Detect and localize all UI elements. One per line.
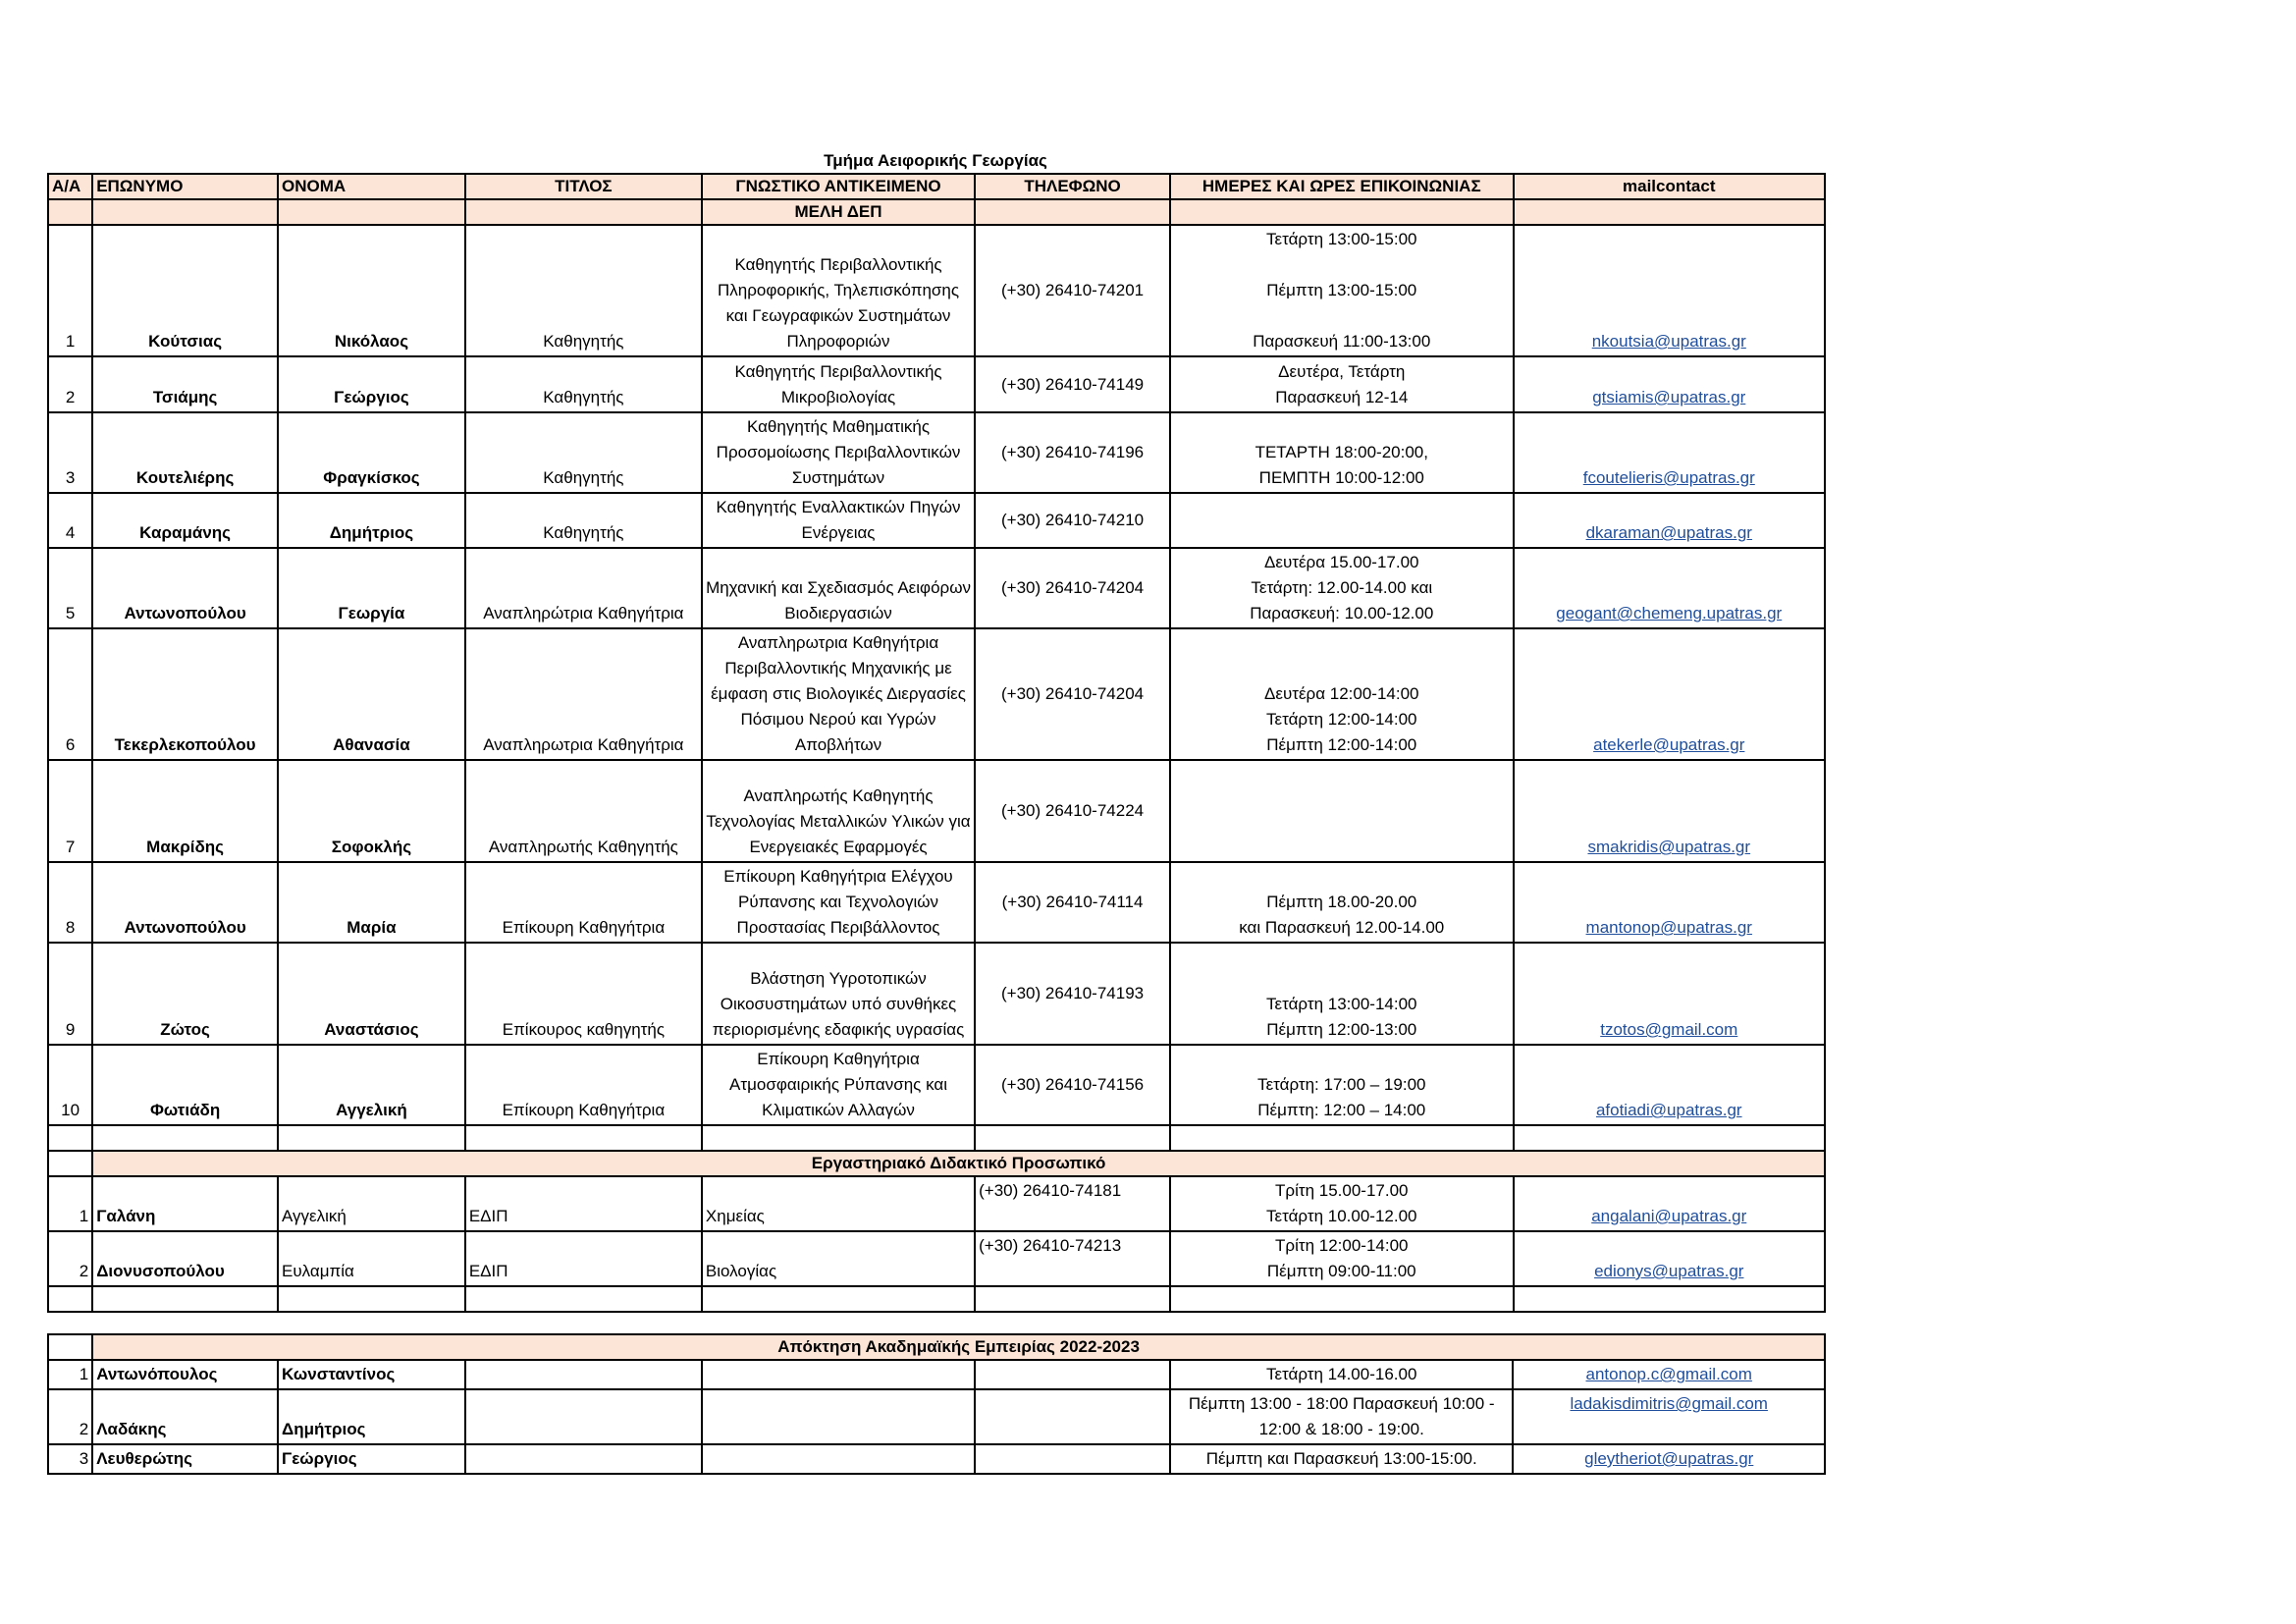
title-cell: ΕΔΙΠ (465, 1231, 702, 1286)
hours-cell (1170, 493, 1514, 548)
subject-cell: Καθηγητής Περιβαλλοντικής Μικροβιολογίας (702, 356, 975, 412)
table-row (48, 628, 1825, 760)
phone-cell: (+30) 26410-74149 (975, 356, 1170, 412)
col-header-title: ΤΙΤΛΟΣ (465, 174, 702, 199)
mail-cell (1514, 628, 1825, 760)
mail-cell (1514, 1231, 1825, 1286)
name-cell: Σοφοκλής (278, 760, 465, 862)
name-cell: Ευλαμπία (278, 1231, 465, 1286)
col-header-name: ΟΝΟΜΑ (278, 174, 465, 199)
phone-cell: (+30) 26410-74114 (975, 862, 1170, 943)
mail-cell (1513, 1444, 1825, 1474)
title-cell: Επίκουρος καθηγητής (465, 943, 702, 1045)
phone-cell: (+30) 26410-74201 (975, 225, 1170, 356)
mail-cell (1514, 412, 1825, 493)
subject-cell: Καθηγητής Μαθηματικής Προσομοίωσης Περιβαλλοντικών Συστημάτων (702, 412, 975, 493)
title-cell: Αναπληρώτρια Καθηγήτρια (465, 548, 702, 628)
hours-cell: Τρίτη 12:00-14:00 Πέμπτη 09:00-11:00 (1170, 1231, 1514, 1286)
table-row (48, 943, 1825, 1045)
name-cell: Αθανασία (278, 628, 465, 760)
hours-cell: Τρίτη 15.00-17.00 Τετάρτη 10.00-12.00 (1170, 1176, 1514, 1231)
hours-cell: Δευτέρα, Τετάρτη Παρασκευή 12-14 (1170, 356, 1514, 412)
row-number: 3 (48, 412, 92, 493)
section-row-edip (48, 1151, 1825, 1176)
col-header-aa: Α/Α (48, 174, 92, 199)
name-cell: Κωνσταντίνος (278, 1360, 465, 1389)
email-link[interactable]: angalani@upatras.gr (1591, 1207, 1747, 1225)
table-row (48, 1045, 1825, 1125)
row-number: 1 (48, 1176, 92, 1231)
phone-cell: (+30) 26410-74181 (975, 1176, 1170, 1231)
phone-cell: (+30) 26410-74224 (975, 760, 1170, 862)
document-title: Τμήμα Αειφορικής Γεωργίας (824, 151, 1047, 170)
row-number: 3 (48, 1444, 92, 1474)
email-link[interactable]: afotiadi@upatras.gr (1595, 1101, 1742, 1119)
surname-cell: Τεκερλεκοπούλου (92, 628, 278, 760)
email-link[interactable]: gleytheriot@upatras.gr (1584, 1449, 1754, 1468)
surname-cell: Μακρίδης (92, 760, 278, 862)
surname-cell: Λαδάκης (92, 1389, 278, 1444)
subject-cell: Βλάστηση Υγροτοπικών Οικοσυστημάτων υπό συνθήκες περιορισμένης εδαφικής υγρασίας (702, 943, 975, 1045)
email-link[interactable]: nkoutsia@upatras.gr (1591, 332, 1746, 351)
hours-cell: Πέμπτη και Παρασκευή 13:00-15:00. (1170, 1444, 1514, 1474)
email-link[interactable]: antonop.c@gmail.com (1585, 1365, 1752, 1383)
surname-cell: Αντωνόπουλος (92, 1360, 278, 1389)
name-cell: Αγγελική (278, 1176, 465, 1231)
hours-cell: ΤΕΤΑΡΤΗ 18:00-20:00, ΠΕΜΠΤΗ 10:00-12:00 (1170, 412, 1514, 493)
mail-cell (1514, 862, 1825, 943)
mail-cell (1514, 356, 1825, 412)
col-header-subject: ΓΝΩΣΤΙΚΟ ΑΝΤΙΚΕΙΜΕΝΟ (702, 174, 975, 199)
staff-table (47, 173, 1826, 1313)
name-cell: Μαρία (278, 862, 465, 943)
title-cell: Επίκουρη Καθηγήτρια (465, 1045, 702, 1125)
table-row (48, 760, 1825, 862)
header-row (48, 174, 1825, 199)
empty-row (48, 1125, 1825, 1151)
hours-cell: Τετάρτη 13:00-15:00 Πέμπτη 13:00-15:00 Παρασκευή 11:00-13:00 (1170, 225, 1514, 356)
name-cell: Δημήτριος (278, 1389, 465, 1444)
name-cell: Φραγκίσκος (278, 412, 465, 493)
col-header-phone: ΤΗΛΕΦΩΝΟ (975, 174, 1170, 199)
name-cell: Δημήτριος (278, 493, 465, 548)
title-cell: Καθηγητής (465, 225, 702, 356)
title-cell: Καθηγητής (465, 493, 702, 548)
mail-cell (1514, 943, 1825, 1045)
mail-cell (1514, 493, 1825, 548)
section-title-dep: ΜΕΛΗ ΔΕΠ (702, 199, 975, 225)
section-row-aae (48, 1334, 1825, 1360)
table-row (48, 1389, 1825, 1444)
section-title-edip: Εργαστηριακό Διδακτικό Προσωπικό (92, 1151, 1825, 1176)
email-link[interactable]: geogant@chemeng.upatras.gr (1556, 604, 1783, 623)
surname-cell: Τσιάμης (92, 356, 278, 412)
row-number: 9 (48, 943, 92, 1045)
col-header-hours: ΗΜΕΡΕΣ ΚΑΙ ΩΡΕΣ ΕΠΙΚΟΙΝΩΝΙΑΣ (1170, 174, 1514, 199)
email-link[interactable]: edionys@upatras.gr (1594, 1262, 1744, 1280)
hours-cell: Τετάρτη 14.00-16.00 (1170, 1360, 1514, 1389)
row-number: 6 (48, 628, 92, 760)
subject-cell: Επίκουρη Καθηγήτρια Ατμοσφαιρικής Ρύπανσης και Κλιματικών Αλλαγών (702, 1045, 975, 1125)
empty-row (48, 1286, 1825, 1312)
hours-cell: Τετάρτη 13:00-14:00 Πέμπτη 12:00-13:00 (1170, 943, 1514, 1045)
phone-cell: (+30) 26410-74156 (975, 1045, 1170, 1125)
row-number: 7 (48, 760, 92, 862)
row-number: 4 (48, 493, 92, 548)
row-number: 2 (48, 356, 92, 412)
subject-cell: Μηχανική και Σχεδιασμός Αειφόρων Βιοδιεργασιών (702, 548, 975, 628)
phone-cell: (+30) 26410-74193 (975, 943, 1170, 1045)
surname-cell: Κούτσιας (92, 225, 278, 356)
col-header-mail: mailcontact (1514, 174, 1825, 199)
title-cell: Καθηγητής (465, 412, 702, 493)
table-row (48, 225, 1825, 356)
name-cell: Νικόλαος (278, 225, 465, 356)
table-row (48, 862, 1825, 943)
table-row (48, 1444, 1825, 1474)
surname-cell: Φωτιάδη (92, 1045, 278, 1125)
section-title-aae: Απόκτηση Ακαδημαϊκής Εμπειρίας 2022-2023 (92, 1334, 1825, 1360)
subject-cell: Βιολογίας (702, 1231, 975, 1286)
surname-cell: Λευθερώτης (92, 1444, 278, 1474)
mail-cell (1514, 225, 1825, 356)
email-link[interactable]: tzotos@gmail.com (1600, 1020, 1738, 1039)
academic-experience-table (47, 1333, 1826, 1475)
table-row (48, 493, 1825, 548)
phone-cell: (+30) 26410-74213 (975, 1231, 1170, 1286)
name-cell: Αναστάσιος (278, 943, 465, 1045)
subject-cell: Αναπληρωτής Καθηγητής Τεχνολογίας Μεταλλικών Υλικών για Ενεργειακές Εφαρμογές (702, 760, 975, 862)
email-link[interactable]: gtsiamis@upatras.gr (1592, 388, 1746, 406)
title-cell: Αναπληρωτής Καθηγητής (465, 760, 702, 862)
title-cell: Καθηγητής (465, 356, 702, 412)
hours-cell: Τετάρτη: 17:00 – 19:00 Πέμπτη: 12:00 – 14:00 (1170, 1045, 1514, 1125)
table-row (48, 1360, 1825, 1389)
phone-cell: (+30) 26410-74196 (975, 412, 1170, 493)
email-link[interactable]: fcoutelieris@upatras.gr (1582, 468, 1755, 487)
table-row (48, 412, 1825, 493)
row-number: 2 (48, 1231, 92, 1286)
surname-cell: Αντωνοπούλου (92, 862, 278, 943)
mail-cell (1514, 1045, 1825, 1125)
hours-cell (1170, 760, 1514, 862)
mail-cell (1514, 1176, 1825, 1231)
phone-cell: (+30) 26410-74204 (975, 628, 1170, 760)
name-cell: Γεωργία (278, 548, 465, 628)
email-link[interactable]: mantonop@upatras.gr (1585, 918, 1752, 937)
subject-cell: Χημείας (702, 1176, 975, 1231)
table-row (48, 548, 1825, 628)
mail-cell (1514, 548, 1825, 628)
name-cell: Γεώργιος (278, 356, 465, 412)
table-row (48, 1176, 1825, 1231)
title-cell: Επίκουρη Καθηγήτρια (465, 862, 702, 943)
row-number: 10 (48, 1045, 92, 1125)
subject-cell: Αναπληρωτρια Καθηγήτρια Περιβαλλοντικής Μηχανικής με έμφαση στις Βιολογικές Διεργασίες Πόσιμου Νερού και Υγρών Αποβλήτων (702, 628, 975, 760)
mail-cell (1514, 760, 1825, 862)
row-number: 1 (48, 225, 92, 356)
row-number: 2 (48, 1389, 92, 1444)
hours-cell: Πέμπτη 18.00-20.00 και Παρασκευή 12.00-14.00 (1170, 862, 1514, 943)
subject-cell: Καθηγητής Περιβαλλοντικής Πληροφορικής, Τηλεπισκόπησης και Γεωγραφικών Συστημάτων Πληροφοριών (702, 225, 975, 356)
hours-cell: Δευτέρα 15.00-17.00 Τετάρτη: 12.00-14.00 και Παρασκευή: 10.00-12.00 (1170, 548, 1514, 628)
surname-cell: Αντωνοπούλου (92, 548, 278, 628)
email-link[interactable]: ladakisdimitris@gmail.com (1570, 1394, 1768, 1413)
phone-cell: (+30) 26410-74210 (975, 493, 1170, 548)
section-row-dep (48, 199, 1825, 225)
phone-cell: (+30) 26410-74204 (975, 548, 1170, 628)
row-number: 5 (48, 548, 92, 628)
table-row (48, 356, 1825, 412)
surname-cell: Κουτελιέρης (92, 412, 278, 493)
mail-cell (1513, 1360, 1825, 1389)
email-link[interactable]: smakridis@upatras.gr (1587, 838, 1751, 856)
surname-cell: Καραμάνης (92, 493, 278, 548)
row-number: 8 (48, 862, 92, 943)
mail-cell (1513, 1389, 1825, 1444)
col-header-surname: ΕΠΩΝΥΜΟ (92, 174, 278, 199)
email-link[interactable]: dkaraman@upatras.gr (1585, 523, 1752, 542)
surname-cell: Διονυσοπούλου (92, 1231, 278, 1286)
subject-cell: Επίκουρη Καθηγήτρια Ελέγχου Ρύπανσης και Τεχνολογιών Προστασίας Περιβάλλοντος (702, 862, 975, 943)
row-number: 1 (48, 1360, 92, 1389)
title-cell: ΕΔΙΠ (465, 1176, 702, 1231)
surname-cell: Γαλάνη (92, 1176, 278, 1231)
name-cell: Αγγελική (278, 1045, 465, 1125)
title-cell: Αναπληρωτρια Καθηγήτρια (465, 628, 702, 760)
table-row (48, 1231, 1825, 1286)
email-link[interactable]: atekerle@upatras.gr (1593, 735, 1745, 754)
hours-cell: Πέμπτη 13:00 - 18:00 Παρασκευή 10:00 - 12:00 & 18:00 - 19:00. (1170, 1389, 1514, 1444)
subject-cell: Καθηγητής Εναλλακτικών Πηγών Ενέργειας (702, 493, 975, 548)
name-cell: Γεώργιος (278, 1444, 465, 1474)
hours-cell: Δευτέρα 12:00-14:00 Τετάρτη 12:00-14:00 Πέμπτη 12:00-14:00 (1170, 628, 1514, 760)
surname-cell: Ζώτος (92, 943, 278, 1045)
